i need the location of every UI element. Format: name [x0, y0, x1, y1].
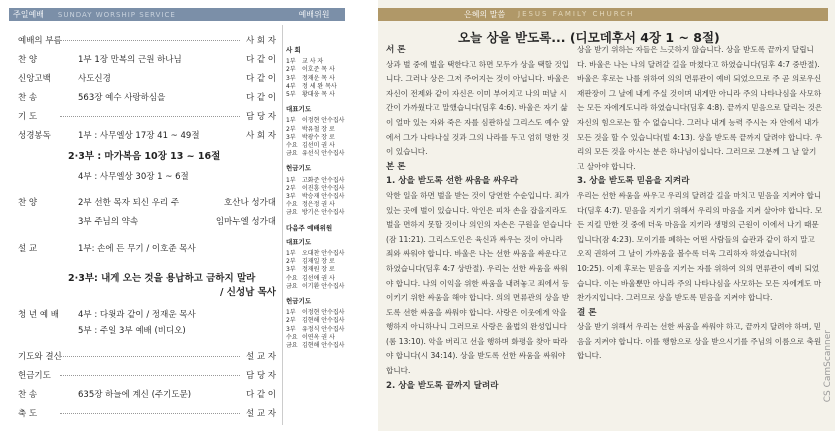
- closing-row-label: 기도와 결신: [18, 352, 62, 362]
- staff-person: 고화준 안수집사: [302, 176, 345, 184]
- staff-person: 박광수 장 로: [302, 133, 335, 141]
- staff-row: [286, 266, 348, 274]
- closing-row: [18, 365, 276, 384]
- staff-list: [286, 30, 348, 350]
- staff-group-heading: 대표기도: [286, 105, 312, 114]
- order-row: [18, 87, 276, 106]
- staff-service: 금요: [286, 282, 298, 290]
- order-row-item: 1부 : 사무엘상 17장 41 ~ 49절: [78, 131, 200, 141]
- staff-service: 5부: [286, 91, 296, 99]
- staff-group-heading: 헌금기도: [286, 164, 312, 173]
- choir-row: [18, 192, 276, 211]
- staff-service: 1부: [286, 309, 296, 317]
- staff-header-title: 예배위원: [298, 10, 330, 19]
- order-row-leader-name: 다 같 이: [245, 55, 276, 65]
- sermon-23: 2·3부: 내게 오는 것을 용납하고 금하지 말라: [68, 273, 256, 284]
- staff-person: 박유철 장 로: [302, 125, 335, 133]
- closing-row: [18, 403, 276, 422]
- order-row-label: 찬 송: [18, 93, 38, 103]
- staff-service: 4부: [286, 82, 296, 90]
- staff-service: 2부: [286, 125, 296, 133]
- staff-row: [286, 326, 348, 334]
- staff-person: 이정현 안수집사: [302, 117, 345, 125]
- order-of-service: [18, 30, 276, 422]
- staff-row: [286, 283, 348, 291]
- staff-row: [286, 126, 348, 134]
- order-row-leader-name: 사 회 자: [245, 36, 276, 46]
- staff-service: 1부: [286, 58, 296, 66]
- staff-row: [286, 334, 348, 342]
- staff-group-heading: 사 회: [286, 46, 301, 54]
- closing-row: [18, 384, 276, 403]
- sermon-23-preacher: / 신성남 목사: [220, 287, 276, 298]
- closing-row-leader-name: 담 당 자: [245, 371, 276, 381]
- choir-row-item: 2부 선한 목자 되신 우리 주: [78, 198, 180, 208]
- order-row-leader: [60, 116, 240, 117]
- staff-service: 3부: [286, 193, 296, 201]
- order-row-leader-name: 다 같 이: [245, 74, 276, 84]
- closing-row: [18, 346, 276, 365]
- staff-service: 3부: [286, 266, 296, 274]
- worship-panel: [0, 0, 378, 431]
- sermon-column-1: [386, 43, 572, 393]
- sermon-panel: [378, 0, 835, 431]
- staff-service: 3부: [286, 133, 296, 141]
- staff-person: 교 사 자: [302, 58, 324, 66]
- sermon-heading: 서 론: [386, 45, 406, 55]
- staff-person: 박승재 안수집사: [302, 193, 345, 201]
- staff-person: 이호준 목 사: [302, 66, 335, 74]
- staff-service: 2부: [286, 258, 296, 266]
- worship-header-subtitle: SUNDAY WORSHIP SERVICE: [57, 11, 176, 19]
- choir-row-item: 3부 주님의 약속: [78, 217, 139, 227]
- staff-person: 이정현 안수집사: [302, 309, 345, 317]
- reading-4: 4부 : 사무엘상 30장 1 ~ 6절: [78, 172, 189, 182]
- sermon-header-subtitle: JESUS FAMILY CHURCH: [518, 10, 635, 18]
- staff-person: 유선식 안수집사: [302, 150, 345, 158]
- sermon-header-title: 은혜의 말씀: [464, 10, 506, 19]
- order-row-leader-name: 다 같 이: [245, 93, 276, 103]
- staff-person: 정재운 목 사: [302, 74, 335, 82]
- sermon-label: 설 교: [18, 244, 38, 254]
- staff-service: 1부: [286, 250, 296, 258]
- choir-row-leader-name: 호산나 성가대: [224, 198, 276, 208]
- staff-service: 수요: [286, 333, 298, 341]
- staff-person: 황대웅 목 사: [302, 91, 335, 99]
- closing-row-leader: [60, 356, 240, 357]
- staff-row: [286, 91, 348, 99]
- closing-row-leader-name: 설 교 자: [245, 352, 276, 362]
- order-row-label: 성경봉독: [18, 131, 51, 141]
- staff-service: 2부: [286, 317, 296, 325]
- closing-row-leader-name: 설 교 자: [245, 409, 276, 419]
- closing-row-label: 헌금기도: [18, 371, 51, 381]
- order-row-leader-name: 담 당 자: [245, 112, 276, 122]
- order-row: [18, 125, 276, 144]
- staff-row: [286, 66, 348, 74]
- staff-group-heading: 대표기도: [286, 237, 312, 246]
- order-row-label: 예배의 부름: [18, 36, 62, 46]
- staff-person: 이연옥 권 사: [302, 333, 335, 341]
- order-row-label: 신앙고백: [18, 74, 51, 84]
- staff-header-bar: [283, 8, 345, 21]
- staff-person: 오대찬 안수집사: [302, 250, 345, 258]
- staff-row: [286, 275, 348, 283]
- youth-label: 청 년 예 배: [18, 310, 59, 320]
- staff-service: 금요: [286, 150, 298, 158]
- closing-row-leader: [60, 375, 240, 376]
- staff-service: 금요: [286, 209, 298, 217]
- staff-group-heading: 다음주 예배위원: [286, 223, 333, 232]
- staff-person: 김현해 안수집사: [302, 317, 345, 325]
- reading-23: 2·3부 : 마가복음 10장 13 ~ 16절: [68, 151, 221, 162]
- staff-row: [286, 142, 348, 150]
- staff-row: [286, 177, 348, 185]
- sermon-paragraph: 우리는 선한 싸움을 싸우고 우리의 달려갈 길을 마치고 믿음을 지켜야 합니다(딤후 4:7). 믿음을 지키기 위해서 우리의 마음을 지켜 살아야 합니다. 모든 지킬 만한 것 중에 더욱 마음을 지키라 생명의 근원이 이에서 나기 때문입니다(잠 4:23). 모이기를 폐하는 어떤 사람들의 습관과 같이 하지 말고 오직 권하여 그 날이 가까움을 볼수록 더욱 그리하자 하였습니다(히 10:25). 이제 후로는 믿음을 지키는 자를 위하여 의의 면류관이 예비 되었습니다. 이는 바울뿐만 아니라 주의 나타나심을 사모하는 모든 자에게도 마찬가지입니다. 그러므로 상을 받도록 믿음을 지켜야 합니다.: [577, 190, 823, 303]
- staff-row: [286, 83, 348, 91]
- staff-row: [286, 342, 348, 350]
- order-row: [18, 68, 276, 87]
- staff-person: 정 세 완 목사: [302, 82, 337, 90]
- choir-row-leader-name: 임마누엘 성가대: [215, 217, 276, 227]
- staff-service: 1부: [286, 117, 296, 125]
- staff-service: 수요: [286, 201, 298, 209]
- worship-header-bar: [9, 8, 283, 21]
- order-row: [18, 49, 276, 68]
- order-row-item: 563장 예수 사랑하심을: [78, 93, 166, 103]
- choir-row-label: 찬 양: [18, 198, 38, 208]
- sermon-paragraph: 악한 일을 하면 벌을 받는 것이 당연한 수순입니다. 죄가 있는 곳에 벌이 있습니다. 악인은 피차 손을 잡을지라도 벌을 면하지 못할 것이나 의인의 자손은 구원을 얻습니다(잠 11:21). 그리스도인은 육신과 싸우는 것이 아니라 죄와 싸워야 합니다. 바울은 나는 선한 싸움을 싸운다고 하였습니다(딤후 4:7 상반절). 우리는 선한 싸움을 싸워야 합니다. 나의 이익을 위한 싸움을 내려놓고 죄에서 등이키기 위한 싸움을 해야 합니다. 의의 면류관의 상을 받도록 선한 싸움을 싸워야 합니다. 사랑은 이웃에게 악을 행하지 아니하나니 그러므로 사랑은 율법의 완성입니다(롬 13:10). 악을 버리고 선을 행하며 화평을 찾아 따라야 합니다(시 34:14). 상을 받도록 선한 싸움을 싸워야 합니다.: [386, 190, 572, 376]
- staff-person: 김현해 안수집사: [302, 342, 345, 350]
- staff-service: 3부: [286, 74, 296, 82]
- staff-service: 수요: [286, 142, 298, 150]
- sermon-heading: 본 론: [386, 161, 406, 172]
- staff-group-heading: 헌금기도: [286, 297, 312, 306]
- staff-row: [286, 75, 348, 83]
- staff-service: 수요: [286, 274, 298, 282]
- closing-row-leader-name: 다 같 이: [245, 390, 276, 400]
- order-row: [18, 106, 276, 125]
- scanner-watermark: CS CamScanner: [823, 330, 833, 403]
- order-row-leader-name: 사 회 자: [245, 131, 276, 141]
- staff-person: 유정식 안수집사: [302, 325, 345, 333]
- staff-row: [286, 134, 348, 142]
- staff-service: 2부: [286, 66, 296, 74]
- closing-row-label: 찬 송: [18, 390, 38, 400]
- order-row-item: 사도신경: [78, 74, 111, 84]
- order-row-item: 1부 1장 만복의 근원 하나님: [78, 55, 182, 65]
- youth-5: 5부 : 주일 3부 예배 (비디오): [78, 326, 186, 336]
- order-row: [18, 30, 276, 49]
- staff-service: 2부: [286, 184, 296, 192]
- staff-row: [286, 150, 348, 158]
- staff-divider: [282, 25, 283, 425]
- staff-person: 정은정 권 사: [302, 201, 335, 209]
- sermon-heading: 2. 상을 받도록 끝까지 달려라: [386, 380, 499, 391]
- sermon-column-2: [577, 43, 823, 364]
- staff-person: 이기환 안수집사: [302, 282, 345, 290]
- sermon-heading: 결 론: [577, 307, 597, 318]
- staff-person: 이진흥 안수집사: [302, 184, 345, 192]
- closing-row-label: 축 도: [18, 409, 38, 419]
- staff-row: [286, 209, 348, 217]
- sermon-paragraph: 상을 받기 위하는 자들은 느긋하지 않습니다. 상을 받도록 끝까지 달립니다. 바울은 나는 나의 달려갈 길을 마쳤다고 하였습니다(딤후 4:7 중반절). 바울은 후로는 나를 위하여 의의 면류관이 예비 되었으므로 주 곧 의로우신 재판장이 그 날에 내게 주실 것이며 내게만 아니라 주의 나타나심을 사모하는 모든 자에게도니라 하였습니다(딤후 4:8). 끝까지 믿음으로 달리는 것은 자신의 힘으로는 할 수 없습니다. 그러나 내게 능력 주시는 자 안에서 내가 모든 것을 할 수 있습니다(빌 4:13). 상을 받도록 끝까지 달려야 합니다. 우리의 모든 것을 아시는 분은 하나님이십니다. 그러므로 그분께 그 날 알기고 살아야 합니다.: [577, 45, 823, 171]
- sermon-paragraph: 상과 벌 중에 벌을 택한다고 하면 모두가 상을 택할 것입니다. 그러나 상은 그저 주어지는 것이 아닙니다. 바울은 자신이 전제와 같이 자신은 이미 부어지고 나의 떠날 시간이 가까웠다고 말했습니다(딤후 4:6). 바울은 자기 삶이 얼마 있는 자와 죽은 자를 심판하실 그리스도 예수 앞에서 그가 나타나실 것과 그의 나라를 두고 엄히 명한 것이 있습니다.: [386, 59, 570, 157]
- youth-4: 4부 : 다윗과 같이 / 정재운 목사: [78, 310, 196, 320]
- staff-person: 김재일 장 로: [302, 258, 335, 266]
- closing-row-leader: [60, 413, 240, 414]
- order-row-label: 찬 양: [18, 55, 38, 65]
- staff-service: 금요: [286, 342, 298, 350]
- staff-row: [286, 317, 348, 325]
- order-row-leader: [60, 40, 240, 41]
- sermon-heading: 1. 상을 받도록 선한 싸움을 싸우라: [386, 176, 519, 187]
- staff-person: 김선미 권 사: [302, 142, 335, 150]
- staff-person: 정재원 장 로: [302, 266, 335, 274]
- closing-row-item: 635장 하늘에 계신 (주기도문): [78, 390, 192, 400]
- sermon-1: 1부: 손에 든 무기 / 이호준 목사: [78, 244, 196, 254]
- choir-row: [18, 211, 276, 230]
- staff-row: [286, 185, 348, 193]
- sermon-heading: 3. 상을 받도록 믿음을 지켜라: [577, 176, 690, 187]
- staff-service: 1부: [286, 176, 296, 184]
- staff-service: 3부: [286, 325, 296, 333]
- sermon-title: 오늘 상을 받도록... (디모데후서 4장 1 ~ 8절): [458, 30, 720, 45]
- staff-person: 김선애 권 사: [302, 274, 335, 282]
- worship-header-title: 주일예배: [13, 10, 44, 19]
- staff-row: [286, 117, 348, 125]
- sermon-paragraph: 상을 받기 위해서 우리는 선한 싸움을 싸워야 하고, 끝까지 달려야 하며, 믿음을 지켜야 합니다. 이를 행함으로 상을 받으시기를 주님의 이름으로 축원합니다.: [577, 322, 822, 361]
- sermon-header-bar: [378, 8, 828, 21]
- order-row-label: 기 도: [18, 112, 38, 122]
- staff-person: 방기은 안수집사: [302, 209, 345, 217]
